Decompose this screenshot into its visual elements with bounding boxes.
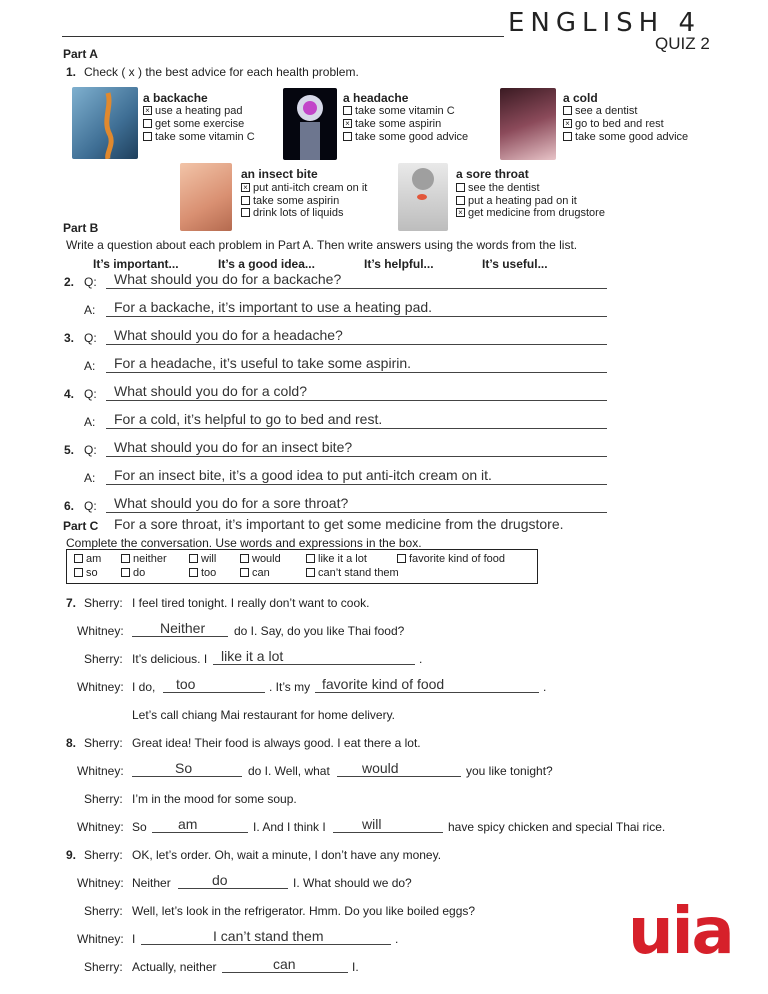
checkbox[interactable] bbox=[189, 554, 198, 563]
word-option: can’t stand them bbox=[306, 567, 399, 579]
answer-text[interactable]: For a cold, it’s helpful to go to bed and rest. bbox=[114, 411, 383, 427]
checkbox[interactable] bbox=[343, 106, 352, 115]
blank-line bbox=[141, 944, 391, 945]
dialogue-text: OK, let’s order. Oh, wait a minute, I don’t have any money. bbox=[132, 848, 442, 862]
word-option: am bbox=[74, 553, 101, 565]
blank-line bbox=[132, 776, 242, 777]
blank-line bbox=[178, 888, 288, 889]
word-option: would bbox=[240, 553, 281, 565]
part-c-title: Part C bbox=[63, 519, 99, 533]
problem-title-insect-bite: an insect bite bbox=[241, 167, 318, 181]
question-answer[interactable]: What should you do for a headache? bbox=[114, 327, 343, 343]
fill-answer[interactable]: am bbox=[178, 816, 198, 832]
a-label: A: bbox=[84, 359, 96, 373]
speaker: Whitney: bbox=[77, 680, 124, 694]
blank-line bbox=[315, 692, 539, 693]
dialogue-text: do I. Well, what bbox=[248, 764, 330, 778]
question-answer[interactable]: What should you do for a sore throat? bbox=[114, 495, 349, 511]
speaker: Sherry: bbox=[84, 736, 123, 750]
speaker: Whitney: bbox=[77, 624, 124, 638]
word-option: will bbox=[189, 553, 216, 565]
blank-line bbox=[132, 636, 228, 637]
fill-answer[interactable]: do bbox=[212, 872, 228, 888]
a-label: A: bbox=[84, 303, 96, 317]
checkbox[interactable] bbox=[74, 554, 83, 563]
dialogue-text: I. What should we do? bbox=[293, 876, 412, 890]
word-option: do bbox=[121, 567, 145, 579]
a-label: A: bbox=[84, 415, 96, 429]
option-row[interactable]: × take some aspirin bbox=[343, 118, 441, 130]
blank-line bbox=[152, 832, 248, 833]
phrase: It’s helpful... bbox=[364, 257, 434, 271]
option-row[interactable]: get some exercise bbox=[143, 118, 244, 130]
skull-icon bbox=[283, 88, 337, 160]
option-row[interactable]: put a heating pad on it bbox=[456, 195, 577, 207]
dialogue-text: I. And I think I bbox=[253, 820, 326, 834]
dialogue-text: So bbox=[132, 820, 147, 834]
speaker: Whitney: bbox=[77, 876, 124, 890]
question-number: 4. bbox=[64, 387, 75, 401]
dialogue-text: It’s delicious. I bbox=[132, 652, 208, 666]
problem-title-cold: a cold bbox=[563, 91, 598, 105]
blank-line bbox=[337, 776, 461, 777]
word-option: favorite kind of food bbox=[397, 553, 505, 565]
checkbox[interactable] bbox=[456, 183, 465, 192]
blank-line bbox=[163, 692, 265, 693]
checkbox[interactable] bbox=[143, 132, 152, 141]
punctuation: . bbox=[543, 680, 547, 694]
blank-line bbox=[222, 972, 348, 973]
question-answer[interactable]: What should you do for an insect bite? bbox=[114, 439, 353, 455]
checkbox[interactable] bbox=[143, 119, 152, 128]
dialogue-text: Actually, neither bbox=[132, 960, 217, 974]
fill-answer[interactable]: would bbox=[362, 760, 399, 776]
dialogue-text: have spicy chicken and special Thai rice. bbox=[448, 820, 666, 834]
checkbox[interactable] bbox=[563, 132, 572, 141]
dialogue-text: I bbox=[132, 932, 136, 946]
question-number: 7. bbox=[66, 596, 77, 610]
cold-image bbox=[500, 88, 556, 160]
option-row[interactable]: × use a heating pad bbox=[143, 105, 242, 117]
option-row[interactable]: take some aspirin bbox=[241, 195, 339, 207]
fill-answer[interactable]: Neither bbox=[160, 620, 206, 636]
answer-text[interactable]: For an insect bite, it’s a good idea to put anti-itch cream on it. bbox=[114, 467, 492, 483]
answer-line bbox=[106, 456, 607, 457]
checkbox-checked[interactable]: × bbox=[343, 119, 352, 128]
problem-title-sore-throat: a sore throat bbox=[456, 167, 529, 181]
speaker: Sherry: bbox=[84, 848, 123, 862]
option-row[interactable]: take some vitamin C bbox=[343, 105, 455, 117]
question-answer[interactable]: What should you do for a cold? bbox=[114, 383, 308, 399]
word-option: can bbox=[240, 567, 270, 579]
dialogue-text: . It’s my bbox=[269, 680, 311, 694]
brand-title: ENGLISH 4 bbox=[508, 8, 702, 38]
answer-text[interactable]: For a headache, it’s useful to take some aspirin. bbox=[114, 355, 412, 371]
dialogue-text: I feel tired tonight. I really don’t want to cook. bbox=[132, 596, 370, 610]
question-number: 8. bbox=[66, 736, 77, 750]
dialogue-text: do I. Say, do you like Thai food? bbox=[234, 624, 405, 638]
checkbox[interactable] bbox=[397, 554, 406, 563]
headache-image bbox=[283, 88, 337, 160]
option-row[interactable]: see the dentist bbox=[456, 182, 540, 194]
uia-logo: uia bbox=[628, 895, 733, 969]
dialogue-text: I’m in the mood for some soup. bbox=[132, 792, 297, 806]
option-row[interactable]: × go to bed and rest bbox=[563, 118, 664, 130]
fill-answer[interactable]: I can’t stand them bbox=[213, 928, 324, 944]
punctuation: . bbox=[395, 932, 399, 946]
quiz-label: QUIZ 2 bbox=[655, 34, 710, 53]
fill-answer[interactable]: can bbox=[273, 956, 296, 972]
dialogue-text: I do, bbox=[132, 680, 156, 694]
punctuation: I. bbox=[352, 960, 359, 974]
option-row[interactable]: × put anti-itch cream on it bbox=[241, 182, 367, 194]
part-c-instruction: Complete the conversation. Use words and expressions in the box. bbox=[66, 536, 422, 550]
part-b-title: Part B bbox=[63, 221, 99, 235]
speaker: Whitney: bbox=[77, 820, 124, 834]
option-row[interactable]: × get medicine from drugstore bbox=[456, 207, 605, 219]
q-label: Q: bbox=[84, 443, 97, 457]
checkbox[interactable] bbox=[306, 554, 315, 563]
question-number: 5. bbox=[64, 443, 75, 457]
fill-answer[interactable]: favorite kind of food bbox=[322, 676, 445, 692]
answer-line bbox=[106, 512, 607, 513]
checkbox[interactable] bbox=[456, 196, 465, 205]
option-row[interactable]: take some good advice bbox=[563, 131, 688, 143]
checkbox[interactable] bbox=[343, 132, 352, 141]
checkbox[interactable] bbox=[121, 554, 130, 563]
question-number: 9. bbox=[66, 848, 77, 862]
question-number: 1. bbox=[66, 65, 77, 79]
phrase: It’s a good idea... bbox=[218, 257, 315, 271]
answer-line bbox=[106, 344, 607, 345]
checkbox[interactable] bbox=[241, 196, 250, 205]
q-label: Q: bbox=[84, 275, 97, 289]
problem-title-headache: a headache bbox=[343, 91, 409, 105]
question-number: 6. bbox=[64, 499, 75, 513]
dialogue-text: Neither bbox=[132, 876, 171, 890]
fill-answer[interactable]: too bbox=[176, 676, 196, 692]
fill-answer[interactable]: like it a lot bbox=[221, 648, 284, 664]
option-row[interactable]: take some good advice bbox=[343, 131, 468, 143]
problem-title-backache: a backache bbox=[143, 91, 208, 105]
question-answer[interactable]: What should you do for a backache? bbox=[114, 271, 342, 287]
answer-line bbox=[106, 316, 607, 317]
checkbox[interactable] bbox=[121, 568, 130, 577]
answer-line bbox=[106, 400, 607, 401]
throat-icon bbox=[398, 163, 448, 231]
checkbox[interactable] bbox=[241, 208, 250, 217]
q-label: Q: bbox=[84, 331, 97, 345]
punctuation: . bbox=[419, 652, 423, 666]
speaker: Sherry: bbox=[84, 596, 123, 610]
sore-throat-image bbox=[398, 163, 448, 231]
speaker: Sherry: bbox=[84, 904, 123, 918]
answer-line bbox=[106, 428, 607, 429]
answer-text[interactable]: For a backache, it’s important to use a heating pad. bbox=[114, 299, 433, 315]
backache-image bbox=[72, 87, 138, 159]
insect-bite-image bbox=[180, 163, 232, 231]
part-a-title: Part A bbox=[63, 47, 98, 61]
checkbox-checked[interactable]: × bbox=[456, 208, 465, 217]
checkbox[interactable] bbox=[74, 568, 83, 577]
word-option: like it a lot bbox=[306, 553, 367, 565]
a-label: A: bbox=[84, 471, 96, 485]
dialogue-text: Let’s call chiang Mai restaurant for home delivery. bbox=[132, 708, 396, 722]
blank-line bbox=[213, 664, 415, 665]
dialogue-text: Great idea! Their food is always good. I eat there a lot. bbox=[132, 736, 421, 750]
checkbox-checked[interactable]: × bbox=[563, 119, 572, 128]
answer-line bbox=[106, 484, 607, 485]
speaker: Sherry: bbox=[84, 792, 123, 806]
checkbox[interactable] bbox=[563, 106, 572, 115]
question-number: 3. bbox=[64, 331, 75, 345]
fill-answer[interactable]: So bbox=[175, 760, 193, 776]
speaker: Sherry: bbox=[84, 652, 123, 666]
word-option: neither bbox=[121, 553, 167, 565]
word-option: too bbox=[189, 567, 216, 579]
phrase: It’s useful... bbox=[482, 257, 548, 271]
dialogue-text: you like tonight? bbox=[466, 764, 553, 778]
checkbox[interactable] bbox=[306, 568, 315, 577]
header-rule bbox=[62, 36, 504, 37]
speaker: Whitney: bbox=[77, 932, 124, 946]
answer-text[interactable]: For a sore throat, it’s important to get some medicine from the drugstore. bbox=[114, 516, 564, 532]
q-label: Q: bbox=[84, 499, 97, 513]
blank-line bbox=[333, 832, 443, 833]
fill-answer[interactable]: will bbox=[362, 816, 382, 832]
checkbox-checked[interactable]: × bbox=[143, 106, 152, 115]
checkbox-checked[interactable]: × bbox=[241, 183, 250, 192]
speaker: Sherry: bbox=[84, 960, 123, 974]
phrase: It’s important... bbox=[93, 257, 179, 271]
question-number: 2. bbox=[64, 275, 75, 289]
part-b-instruction: Write a question about each problem in Part A. Then write answers using the words from the list. bbox=[66, 238, 578, 252]
spine-icon bbox=[72, 87, 138, 159]
option-row[interactable]: see a dentist bbox=[563, 105, 637, 117]
q-label: Q: bbox=[84, 387, 97, 401]
checkbox[interactable] bbox=[240, 568, 249, 577]
speaker: Whitney: bbox=[77, 764, 124, 778]
checkbox[interactable] bbox=[240, 554, 249, 563]
checkbox[interactable] bbox=[189, 568, 198, 577]
word-option: so bbox=[74, 567, 98, 579]
answer-line bbox=[106, 372, 607, 373]
option-row[interactable]: drink lots of liquids bbox=[241, 207, 344, 219]
answer-line bbox=[106, 288, 607, 289]
dialogue-text: Well, let’s look in the refrigerator. Hmm. Do you like boiled eggs? bbox=[132, 904, 476, 918]
option-row[interactable]: take some vitamin C bbox=[143, 131, 255, 143]
part-a-instruction: Check ( x ) the best advice for each health problem. bbox=[84, 65, 359, 79]
